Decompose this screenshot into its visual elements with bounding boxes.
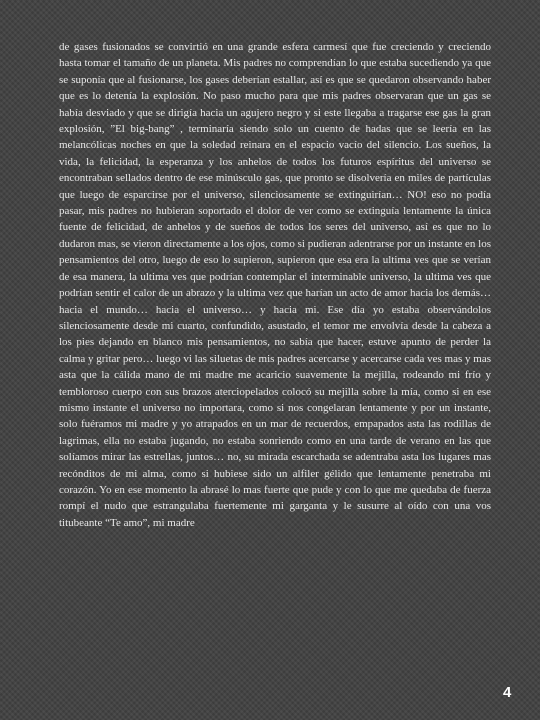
page-number: 4 bbox=[503, 684, 512, 701]
story-paragraph: de gases fusionados se convirtió en una grande esfera carmesí que fue creciendo y creciendo hasta tomar el tamaño de un planeta. Mis padres no comprendían lo que estaba sucediendo ya que se suponía que al fusionarse, los gases deberían estallar, así es que se quedaron observando haber que es lo detenía la explosión. No paso mucho para que mis padres observaran que un gas se había desviado y que se dirigía hacia un agujero negro y si este llegaba a tragarse ese gas la gran explosión, ”El big-bang” , terminaría siendo solo un cuento de hadas que se leería en las melancólicas noches en que la soledad reinara en el espacio vacío del silencio. Los sueños, la vida, la felicidad, la esperanza y los anhelos de todos los futuros espíritus del universo se encontraban sellados dentro de ese minúsculo gas, que pronto se disolvería en miles de partículas que luego de esparcirse por el universo, silenciosamente se extinguirían… NO! eso no podía pasar, mis padres no hubieran soportado el dolor de ver como se extinguía lentamente la única fuente de felicidad, de anhelos y de sueños de todos los seres del universo, así es que no lo dudaron mas, se vieron directamente a los ojos, como si pudieran adentrarse por un instante en los pensamientos del otro, luego de eso lo supieron, supieron que esa era la ultima ves que se verían de esa manera, la ultima ves que podrían contemplar el interminable universo, la ultima ves que podrían sentir el calor de un abrazo y la ultima vez que harían un acto de amor hacia los demás… hacia el mundo… hacia el universo… y hacia mi. Ese día yo estaba observándolos silenciosamente desde mi cuarto, confundido, asustado, el temor me envolvía desde la cabeza a los pies dejando en blanco mis pensamientos, no sabía que hacer, estuve apunto de perder la calma y gritar pero… luego vi las siluetas de mis padres acercarse y acercarse cada ves mas y mas asta que la cálida mano de mi madre me acaricio suavemente la mejilla, rodeando mi frío y tembloroso cuerpo con sus brazos aterciopelados colocó su mejilla sobre la mía, como si en ese mismo instante el universo no importara, como si nos congelaran lentamente y por un instante, solo fuéramos mi madre y yo atrapados en un mar de recuerdos, empapados asta las rodillas de lagrimas, ella no estaba jugando, no estaba sonriendo como en una tarde de verano en las que solíamos mirar las estrellas, juntos… no, su mirada escarchada se adentraba asta los lugares mas recónditos de mi alma, como si hubiese sido un alfiler gélido que lentamente penetraba mi corazón. Yo en ese momento la abrasé lo mas fuerte que pude y con lo que me quedaba de fuerza rompí el nudo que estrangulaba fuertemente mi garganta y le susurre al oído con una vos titubeante “Te amo”, mi madre bbox=[59, 41, 491, 529]
